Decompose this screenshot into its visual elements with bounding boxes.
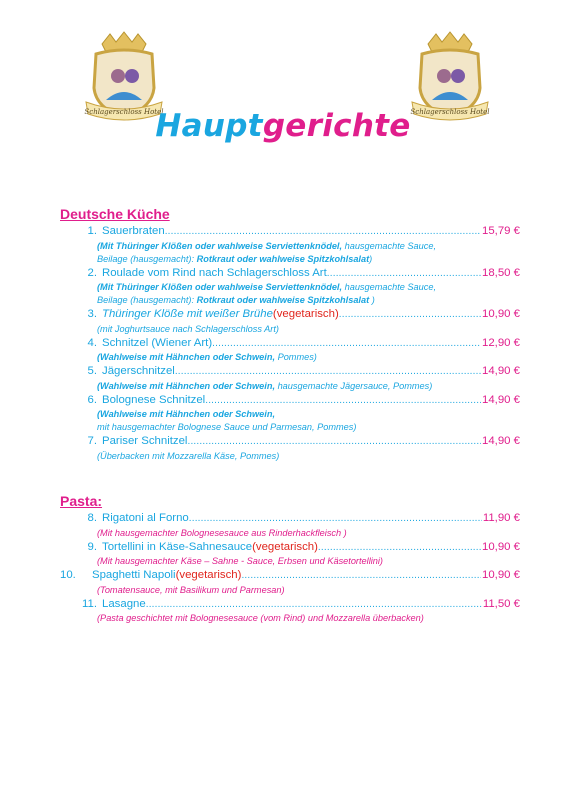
item-number: 2. [87,266,97,279]
item-number: 5. [87,365,97,377]
description-text: Rotkraut oder wahlweise Spitzkohlsalat [196,295,370,305]
description-text: (mit Joghurtsauce nach Schlagerschloss Art) [97,323,279,334]
item-name: Tortellini in Käse-Sahnesauce [102,540,253,553]
dot-leader [205,393,481,409]
page-title [0,108,566,144]
menu-item [60,393,520,435]
vegetarian-label: (vegetarisch) [175,569,242,581]
item-name: Spaghetti Napoli [92,569,176,581]
menu-item-line [60,364,520,380]
item-description [60,294,520,307]
item-name: Bolognese Schnitzel [102,393,206,406]
title-part-1: Haupt [155,108,263,144]
dot-leader [146,597,482,613]
menu-item-line [60,224,520,240]
description-text: ) [369,253,373,264]
menu-item [60,540,520,569]
item-name: Pariser Schnitzel [102,435,188,447]
menu-item-line [60,434,520,450]
menu-item-line [60,307,520,323]
item-price: 14,90 € [481,393,520,406]
description-text: (Mit Thüringer Klößen oder wahlweise Serviettenknödel, [97,240,345,251]
vegetarian-label: (vegetarisch) [252,540,318,553]
item-description [60,380,520,393]
menu-item [60,364,520,393]
description-text: Beilage (hausgemacht): [97,253,197,264]
item-description [60,240,520,253]
description-text: ) [369,295,375,305]
item-description [60,612,520,625]
menu-item [60,568,520,597]
menu-item-line [60,568,520,584]
item-number: 9. [87,540,97,553]
item-description [60,351,520,364]
dot-leader [175,364,481,380]
item-price: 12,90 € [481,336,520,349]
dot-leader [212,336,481,352]
item-price: 10,90 € [481,569,520,581]
menu-item-line [60,511,520,527]
item-description [60,408,520,421]
item-number: 11. [82,597,97,610]
item-number: 7. [87,435,97,447]
description-text: (Wahlweise mit Hähnchen oder Schwein, [97,380,278,391]
svg-text:Schlagerschloss Hotel: Schlagerschloss Hotel [410,108,490,116]
menu-item-line [60,597,520,613]
dot-leader [187,434,481,450]
svg-text:Schlagerschloss Hotel: Schlagerschloss Hotel [84,108,164,116]
menu-item [60,597,520,626]
description-text: (Überbacken mit Mozzarella Käse, Pommes) [97,450,280,461]
description-text: (Wahlweise mit Hähnchen oder Schwein, [97,352,278,362]
description-text: (Pasta geschichtet mit Bolognesesauce (vom Rind) und Mozzarella überbacken) [97,613,424,623]
dot-leader [165,224,481,240]
dot-leader [189,511,482,527]
description-text: hausgemachte Sauce, [344,240,437,251]
item-name: Rigatoni al Forno [102,512,189,524]
item-price: 14,90 € [481,365,520,377]
item-price: 11,90 € [482,512,520,524]
description-text: (Mit Thüringer Klößen oder wahlweise Serviettenknödel, [97,282,345,292]
menu-item-line [60,540,520,556]
menu-item-line [60,336,520,352]
item-description [60,555,520,568]
dot-leader [241,568,481,584]
description-text: Beilage (hausgemacht): [97,295,197,305]
description-text: hausgemachte Jägersauce, Pommes) [277,380,433,391]
description-text: hausgemachte Sauce, [344,282,437,292]
section-heading: Deutsche Küche [60,206,170,222]
item-number: 10. [60,569,76,581]
item-price: 18,50 € [481,266,520,279]
item-description [60,421,520,434]
menu-list [60,224,520,463]
item-name: Thüringer Klöße mit weißer Brühe [102,308,273,320]
item-description [60,450,520,463]
item-name: Jägerschnitzel [102,365,175,377]
item-description [60,323,520,336]
item-number: 6. [87,393,97,406]
item-price: 15,79 € [481,225,520,237]
section-pasta [60,492,520,625]
item-price: 10,90 € [481,540,520,553]
description-text: mit hausgemachter Bolognese Sauce und Parmesan, Pommes) [97,422,357,432]
item-description [60,253,520,266]
item-price: 14,90 € [481,435,520,447]
vegetarian-label: (vegetarisch) [272,308,339,320]
menu-item [60,307,520,336]
description-text: (Tomatensauce, mit Basilikum und Parmesan) [97,584,285,595]
menu-list [60,511,520,625]
item-number: 4. [87,336,97,349]
description-text: (Mit hausgemachter Bolognesesauce aus Rinderhackfleisch ) [97,527,347,538]
description-text: Pommes) [277,352,317,362]
item-description [60,527,520,540]
section-heading: Pasta: [60,493,103,509]
item-description [60,584,520,597]
menu-item [60,266,520,308]
description-text: Rotkraut oder wahlweise Spitzkohlsalat [196,253,370,264]
description-text: (Wahlweise mit Hähnchen oder Schwein, [97,409,276,419]
section-deutsche-kueche [60,205,520,463]
item-price: 11,50 € [482,597,520,610]
item-price: 10,90 € [481,308,520,320]
dot-leader [327,266,481,282]
item-name: Schnitzel (Wiener Art) [102,336,213,349]
description-text: (Mit hausgemachter Käse – Sahne - Sauce, Erbsen und Käsetortellini) [97,556,383,566]
item-description [60,281,520,294]
menu-item [60,511,520,540]
item-name: Lasagne [102,597,146,610]
menu-item [60,224,520,266]
item-number: 1. [87,225,97,237]
menu-item [60,336,520,365]
dot-leader [318,540,481,556]
item-name: Sauerbraten [102,225,165,237]
item-number: 3. [87,308,97,320]
menu-item-line [60,393,520,409]
title-part-2: gerichte [262,108,411,144]
dot-leader [339,307,481,323]
item-name: Roulade vom Rind nach Schlagerschloss Art [102,266,327,279]
menu-item [60,434,520,463]
menu-item-line [60,266,520,282]
item-number: 8. [87,512,97,524]
